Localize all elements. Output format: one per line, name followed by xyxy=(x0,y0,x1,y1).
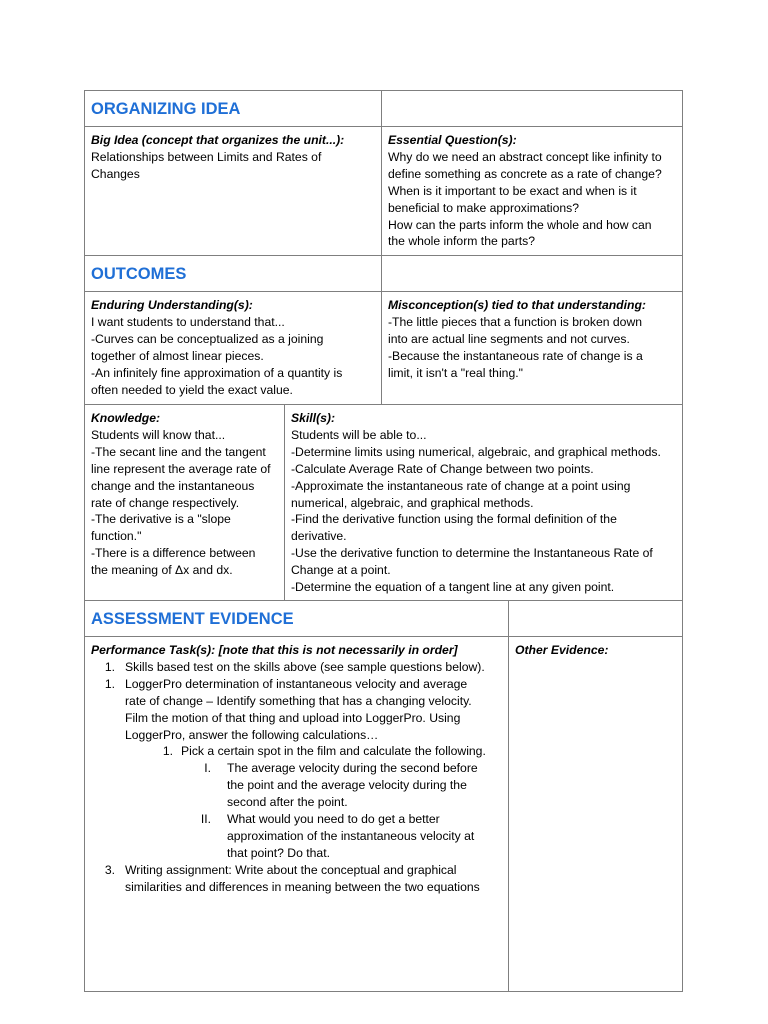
essential-question-line: When is it important to be exact and when is it xyxy=(388,183,637,198)
enduring-understanding-line: -An infinitely fine approximation of a quantity is xyxy=(91,365,343,380)
roman-item xyxy=(91,760,504,811)
performance-tasks-row xyxy=(84,636,683,992)
roman-text: the point and the average velocity during the xyxy=(227,778,467,793)
big-idea-line: Changes xyxy=(91,166,140,181)
roman-text: approximation of the instantaneous velocity at xyxy=(227,828,475,843)
essential-question-line: beneficial to make approximations? xyxy=(388,200,580,215)
knowledge-line: Students will know that... xyxy=(91,427,226,442)
outcomes-heading: OUTCOMES xyxy=(91,265,187,283)
knowledge-line: function." xyxy=(91,529,142,544)
performance-tasks-cell xyxy=(85,637,508,991)
knowledge-skills-row xyxy=(84,404,683,601)
task-text: Skills based test on the skills above (see sample questions below). xyxy=(125,659,485,674)
task-text: LoggerPro, answer the following calculations… xyxy=(125,727,379,742)
knowledge-line: -There is a difference between xyxy=(91,546,256,561)
organizing-idea-heading: ORGANIZING IDEA xyxy=(91,100,241,118)
assessment-heading: ASSESSMENT EVIDENCE xyxy=(91,610,294,628)
task-text: Writing assignment: Write about the conceptual and graphical xyxy=(125,862,457,877)
enduring-understanding-row xyxy=(84,291,683,405)
task-item xyxy=(91,659,504,676)
task-number: 1. xyxy=(104,659,115,674)
big-idea-label: Big Idea (concept that organizes the unit...): xyxy=(91,133,345,147)
knowledge-line: the meaning of Δx and dx. xyxy=(91,563,233,578)
skill-line: Students will be able to... xyxy=(291,427,427,442)
task-number: 1. xyxy=(104,676,115,691)
enduring-understanding-line: -Curves can be conceptualized as a joining xyxy=(91,331,324,346)
knowledge-line: rate of change respectively. xyxy=(91,495,240,510)
roman-text: What would you need to do get a better xyxy=(227,812,440,827)
roman-item xyxy=(91,811,504,862)
skills-cell xyxy=(285,405,684,600)
big-idea-cell xyxy=(85,127,381,255)
big-idea-line: Relationships between Limits and Rates of xyxy=(91,149,322,164)
skill-line: numerical, algebraic, and graphical methods. xyxy=(291,495,534,510)
skill-line: -Find the derivative function using the formal definition of the xyxy=(291,512,617,527)
enduring-understanding-cell xyxy=(85,292,381,404)
roman-text: second after the point. xyxy=(227,795,348,810)
misconception-line: -The little pieces that a function is broken down xyxy=(388,314,643,329)
essential-questions-label: Essential Question(s): xyxy=(388,133,517,147)
task-text: Film the motion of that thing and upload into LoggerPro. Using xyxy=(125,710,461,725)
essential-question-line: the whole inform the parts? xyxy=(388,234,536,249)
skills-label: Skill(s): xyxy=(291,411,336,425)
subtask-item xyxy=(91,743,504,760)
misconception-line: limit, it isn't a "real thing." xyxy=(388,365,523,380)
enduring-understanding-label: Enduring Understanding(s): xyxy=(91,298,253,312)
essential-question-line: define something as concrete as a rate of change? xyxy=(388,166,662,181)
skill-line: -Use the derivative function to determine the Instantaneous Rate of xyxy=(291,546,653,561)
performance-tasks-label: Performance Task(s): [note that this is not necessarily in order] xyxy=(91,643,458,657)
organizing-idea-header-row xyxy=(84,90,683,127)
misconception-line: into are actual line segments and not curves. xyxy=(388,331,630,346)
enduring-understanding-line: I want students to understand that... xyxy=(91,314,285,329)
skill-line: derivative. xyxy=(291,529,347,544)
roman-number: I. xyxy=(204,761,211,776)
roman-number: II. xyxy=(200,812,211,827)
misconceptions-label: Misconception(s) tied to that understanding: xyxy=(388,298,646,312)
essential-question-line: How can the parts inform the whole and how can xyxy=(388,217,652,232)
task-item xyxy=(91,676,504,744)
knowledge-line: change and the instantaneous xyxy=(91,478,255,493)
skill-line: -Determine limits using numerical, algebraic, and graphical methods. xyxy=(291,444,661,459)
big-idea-row xyxy=(84,126,683,256)
enduring-understanding-line: together of almost linear pieces. xyxy=(91,348,264,363)
knowledge-label: Knowledge: xyxy=(91,411,161,425)
task-text: similarities and differences in meaning between the two equations xyxy=(125,879,480,894)
knowledge-cell xyxy=(85,405,284,600)
assessment-header-row xyxy=(84,600,683,637)
subtask-text: Pick a certain spot in the film and calculate the following. xyxy=(181,744,486,759)
other-evidence-cell xyxy=(509,637,684,991)
outcomes-header-row xyxy=(84,255,683,292)
essential-question-line: Why do we need an abstract concept like infinity to xyxy=(388,149,662,164)
skill-line: -Approximate the instantaneous rate of change at a point using xyxy=(291,478,631,493)
task-number: 3. xyxy=(104,862,115,877)
knowledge-line: line represent the average rate of xyxy=(91,461,271,476)
skill-line: -Determine the equation of a tangent line at any given point. xyxy=(291,580,615,595)
misconception-line: -Because the instantaneous rate of change is a xyxy=(388,348,643,363)
enduring-understanding-line: often needed to yield the exact value. xyxy=(91,382,293,397)
task-text: rate of change – Identify something that has a changing velocity. xyxy=(125,693,472,708)
task-text: LoggerPro determination of instantaneous velocity and average xyxy=(125,676,468,691)
skill-line: -Calculate Average Rate of Change between two points. xyxy=(291,461,594,476)
misconceptions-cell xyxy=(382,292,684,404)
skill-line: Change at a point. xyxy=(291,563,391,578)
task-item xyxy=(91,862,504,896)
subtask-number: 1. xyxy=(162,744,173,759)
roman-text: that point? Do that. xyxy=(227,845,330,860)
knowledge-line: -The secant line and the tangent xyxy=(91,444,266,459)
roman-text: The average velocity during the second before xyxy=(227,761,478,776)
knowledge-line: -The derivative is a "slope xyxy=(91,512,231,527)
other-evidence-label: Other Evidence: xyxy=(515,643,609,657)
essential-questions-cell xyxy=(382,127,684,255)
